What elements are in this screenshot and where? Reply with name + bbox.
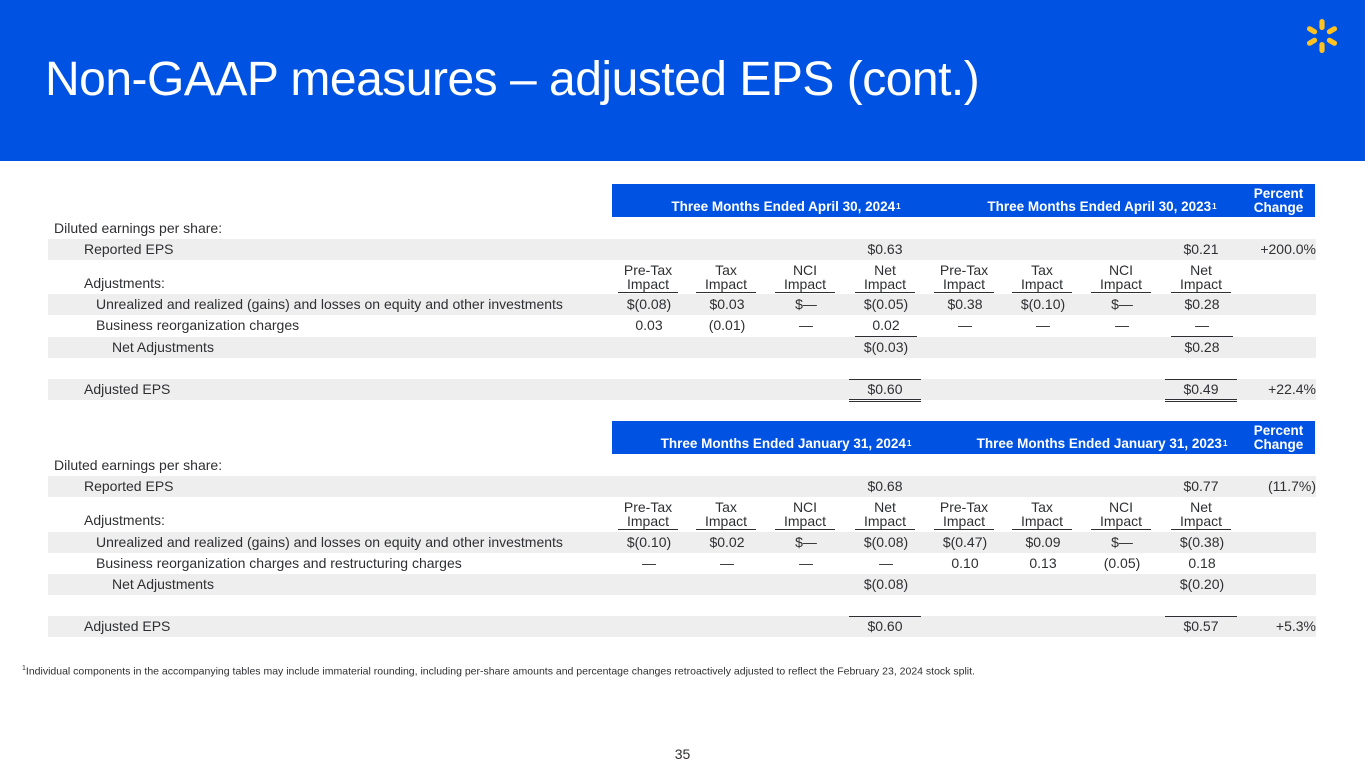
adjustments-header-row [48,499,1316,531]
adjustment-row [48,553,1316,574]
page-number: 35 [674,746,691,762]
period-header-current: Three Months Ended April 30, 2024 $^1$ [612,184,960,217]
net-adjustments-prior: $0.28 [1184,339,1220,355]
adjusted-eps-pct: +5.3% [1275,618,1316,634]
adj-cell: — [799,317,813,333]
col-header-pretax: Pre-Tax Impact [618,263,678,293]
adj-cell: $(0.10) [1020,296,1066,312]
net-adjustments-row [48,574,1316,595]
adj-cell: $(0.05) [863,296,909,312]
adj-cell: $0.38 [947,296,983,312]
adj-cell: — [642,555,656,571]
col-header-pretax: Pre-Tax Impact [618,500,678,530]
adj-cell: 0.13 [1029,555,1057,571]
col-header-nci: NCI Impact [775,500,835,530]
adj-cell: — [1171,315,1233,337]
adj-cell: $(0.47) [942,534,988,550]
adj-cell: $— [1111,534,1133,550]
reported-eps-row [48,476,1316,497]
diluted-eps-row [48,455,1316,476]
adj-cell: — [1115,317,1129,333]
reported-eps-pct: (11.7%) [1268,478,1316,494]
adjusted-eps-current: $0.60 [849,379,921,402]
adj-cell: — [720,555,734,571]
adjustment-label: Unrealized and realized (gains) and losses on equity and other investments [96,534,563,550]
adj-cell: $— [795,296,817,312]
adj-cell: 0.10 [951,555,979,571]
col-header-pretax-prior: Pre-Tax Impact [934,263,994,293]
adjusted-eps-current: $0.60 [849,616,921,636]
col-header-tax-prior: Tax Impact [1012,500,1072,530]
adjustment-label: Unrealized and realized (gains) and losses on equity and other investments [96,296,563,312]
percent-change-header: Percent Change [1242,184,1315,217]
net-adjustments-current: $(0.08) [863,576,909,592]
reported-eps-current: $0.63 [867,241,903,257]
col-header-nci-prior: NCI Impact [1091,263,1151,293]
adjusted-eps-label: Adjusted EPS [84,381,171,397]
reported-eps-label: Reported EPS [84,241,174,257]
net-adjustments-row [48,337,1316,358]
adjusted-eps-pct: +22.4% [1268,381,1316,397]
adj-cell: — [799,555,813,571]
adj-cell: $— [795,534,817,550]
adj-cell: 0.03 [635,317,663,333]
diluted-eps-label: Diluted earnings per share: [54,457,223,473]
adj-cell: $0.09 [1025,534,1061,550]
col-header-net-prior: Net Impact [1171,263,1231,293]
period-header-prior: Three Months Ended April 30, 2023 $^1$ [928,184,1276,217]
adj-cell: $0.03 [709,296,745,312]
adj-cell: — [958,317,972,333]
col-header-nci-prior: NCI Impact [1091,500,1151,530]
adjustments-header-row [48,262,1316,294]
col-header-pretax-prior: Pre-Tax Impact [934,500,994,530]
adj-cell: 0.18 [1171,553,1233,575]
adjustment-label: Business reorganization charges and restructuring charges [96,555,462,571]
adj-cell: $0.02 [709,534,745,550]
adjusted-eps-row [48,379,1316,400]
adjustments-label: Adjustments: [84,512,165,528]
period-header-current: Three Months Ended January 31, 2024 $^1$ [612,421,960,454]
footnote: $^1$Individual components in the accompanying tables may include immaterial rounding, including per-share amounts and percentage changes retroactively adjusted to reflect the February 23, 2024 stock split. [22,665,975,678]
col-header-tax: Tax Impact [696,263,756,293]
col-header-nci: NCI Impact [775,263,835,293]
adj-cell: — [855,553,917,575]
adj-cell: $(0.08) [626,296,672,312]
col-header-net: Net Impact [855,263,915,293]
adj-cell: $— [1111,296,1133,312]
adjustments-label: Adjustments: [84,275,165,291]
adjusted-eps-row [48,616,1316,637]
adj-cell: $(0.08) [863,534,909,550]
reported-eps-label: Reported EPS [84,478,174,494]
adjusted-eps-prior: $0.49 [1165,379,1237,402]
reported-eps-prior: $0.21 [1183,241,1219,257]
adjustment-row [48,315,1316,336]
adjustment-label: Business reorganization charges [96,317,300,333]
adj-cell: $(0.38) [1179,534,1225,550]
reported-eps-pct: +200.0% [1260,241,1316,257]
adjusted-eps-label: Adjusted EPS [84,618,171,634]
reported-eps-prior: $0.77 [1183,478,1219,494]
adj-cell: (0.05) [1103,555,1141,571]
adj-cell: $0.28 [1184,296,1220,312]
reported-eps-row [48,239,1316,260]
col-header-tax: Tax Impact [696,500,756,530]
adj-cell: (0.01) [708,317,746,333]
net-adjustments-label: Net Adjustments [112,576,214,592]
adjusted-eps-prior: $0.57 [1165,616,1237,636]
col-header-net-prior: Net Impact [1171,500,1231,530]
net-adjustments-current: $(0.03) [863,339,909,355]
reported-eps-current: $0.68 [867,478,903,494]
adj-cell: 0.02 [855,315,917,337]
page-title: Non-GAAP measures – adjusted EPS (cont.) [45,53,980,106]
adjustment-row [48,532,1316,553]
diluted-eps-row [48,218,1316,239]
adj-cell: — [1036,317,1050,333]
net-adjustments-label: Net Adjustments [112,339,214,355]
header-banner [0,0,1365,161]
period-header-prior: Three Months Ended January 31, 2023 $^1$ [928,421,1276,454]
net-adjustments-prior: $(0.20) [1179,576,1225,592]
percent-change-header: Percent Change [1242,421,1315,454]
adj-cell: $(0.10) [626,534,672,550]
col-header-net: Net Impact [855,500,915,530]
spark-icon [1302,16,1342,56]
diluted-eps-label: Diluted earnings per share: [54,220,223,236]
adjustment-row [48,294,1316,315]
col-header-tax-prior: Tax Impact [1012,263,1072,293]
